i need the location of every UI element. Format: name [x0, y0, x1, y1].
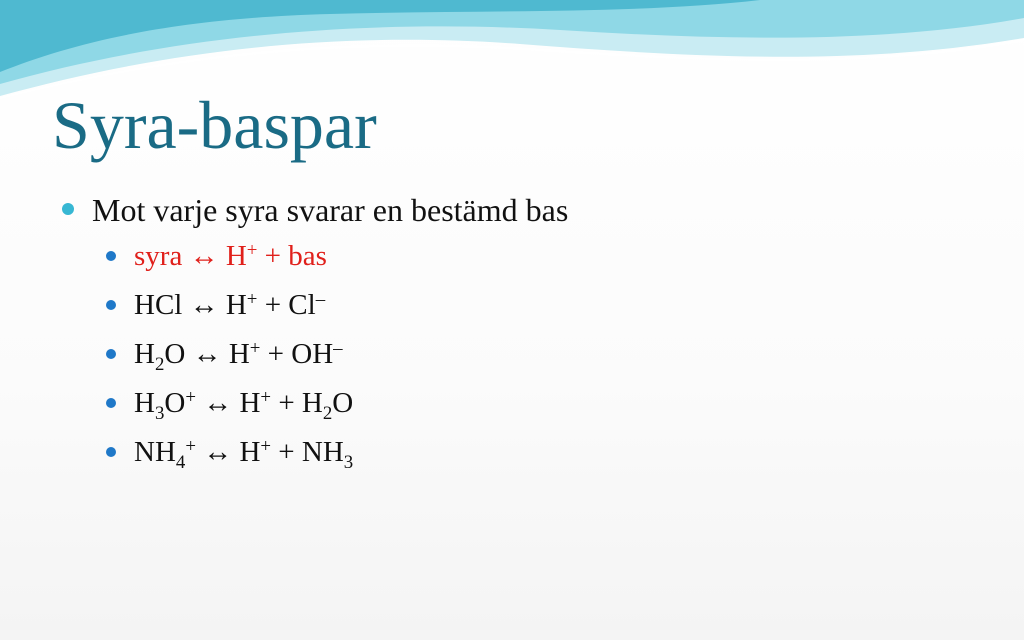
equation-part: O ↔ H [164, 338, 250, 370]
superscript: + [246, 239, 258, 261]
equation-part: O [164, 387, 186, 419]
slide-title: Syra-baspar [52, 87, 377, 163]
equation-text [134, 337, 343, 375]
sub-bullet-icon [106, 251, 116, 261]
subscript: 2 [154, 353, 165, 375]
subscript: 3 [343, 451, 354, 473]
equation-text [134, 386, 354, 424]
equation-part: HCl ↔ H [134, 289, 247, 321]
bullet-icon [62, 203, 74, 215]
superscript: + [185, 435, 196, 457]
sub-bullet-item [60, 287, 1000, 336]
bullet-text: Mot varje syra svarar en bestämd bas [92, 192, 569, 228]
sub-bullet-item [60, 385, 1000, 434]
equation-text [134, 240, 327, 272]
equation-part: ↔ H [195, 387, 261, 419]
equation-part: + bas [257, 240, 327, 272]
sub-bullet-item [60, 434, 1000, 483]
superscript: – [333, 337, 343, 359]
superscript: + [260, 386, 272, 408]
equation-part: + NH [271, 436, 344, 468]
slide-content [60, 190, 1000, 483]
equation-part: + Cl [257, 289, 316, 321]
subscript: 2 [322, 402, 333, 424]
equation-part: syra ↔ H [134, 240, 247, 272]
superscript: + [246, 288, 258, 310]
sub-bullet-icon [106, 398, 116, 408]
bullet-item [60, 190, 1000, 234]
sub-bullet-item [60, 336, 1000, 385]
equation-part: H [134, 338, 155, 370]
equation-text [134, 435, 354, 473]
equation-part: + OH [260, 338, 334, 370]
superscript: + [185, 386, 196, 408]
sub-bullet-item [60, 238, 1000, 287]
equation-part: H [134, 387, 155, 419]
superscript: – [315, 288, 326, 310]
superscript: + [260, 435, 272, 457]
equation-part: ↔ H [195, 436, 261, 468]
equation-part: + H [271, 387, 323, 419]
subscript: 3 [154, 402, 165, 424]
equation-text [134, 289, 325, 321]
sub-bullet-icon [106, 300, 116, 310]
sub-bullet-list [60, 238, 1000, 483]
equation-part: O [332, 387, 354, 419]
sub-bullet-icon [106, 447, 116, 457]
sub-bullet-icon [106, 349, 116, 359]
superscript: + [249, 337, 261, 359]
subscript: 4 [175, 451, 186, 473]
equation-part: NH [134, 436, 176, 468]
